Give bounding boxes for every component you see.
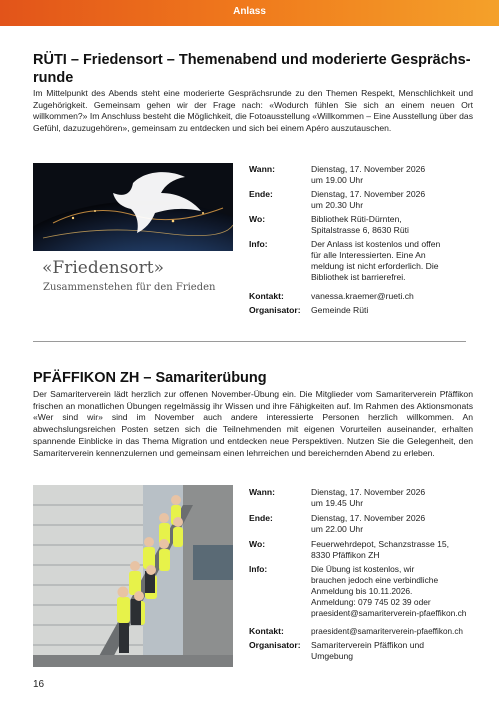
detail-label: Ende: [249,513,273,523]
detail-label: Organisator: [249,640,301,650]
category-label: Anlass [233,6,266,17]
event1-detail-info [249,239,479,291]
section-divider [33,341,466,342]
detail-value: Dienstag, 17. November 2026 um 22.00 Uhr [311,513,426,534]
event2-title: PFÄFFIKON ZH – Samariterübung [33,370,267,386]
event2-description: Der Samariterverein lädt herzlich zur offenen November-Übung ein. Die Mitglieder vom Samariterverein Pfäffikon frischen an monatlichen Übungen regelmässig ihr Wissen und ihre Fähigkeiten auf. Im Rahmen des Aktionsmonats «Wer sind wir» sind im November auch andere interessierte Personen herzlich willkommen. An abwechslungsreichen Posten setzen sich die Teilnehmenden mit eigenen Vorurteilen auseinander, erhalten spannende Einblicke in das Thema Migration und entdecken neue Perspektiven. Nutzen Sie die Gelegenheit, den Samariterverein kennenzulernen und gemeinsam einen lehrreichen und bereichernden Abend zu erleben. [33,389,473,458]
detail-value: Dienstag, 17. November 2026 um 19.00 Uhr [311,164,426,185]
detail-label: Wann: [249,164,275,174]
event1-detail-when [249,164,479,189]
detail-value: Gemeinde Rüti [311,305,369,315]
event2-detail-info [249,564,479,626]
event1-details [249,164,479,319]
detail-label: Ende: [249,189,273,199]
event1-title: RÜTI – Friedensort – Themenabend und moderierte Gesprächsrunde [33,52,471,86]
event1-detail-organizer [249,305,479,319]
detail-value: Dienstag, 17. November 2026 um 20.30 Uhr [311,189,426,210]
contact-email-link[interactable]: vanessa.kraemer@rueti.ch [311,291,414,301]
detail-label: Kontakt: [249,626,284,636]
detail-value: Der Anlass ist kostenlos und offen für alle Interessierten. Eine An meldung ist nicht erforderlich. Die Bibliothek ist barrierefrei. [311,239,441,282]
event1-detail-end [249,189,479,214]
page-number: 16 [33,679,45,690]
event2-detail-when [249,487,479,513]
detail-value: Samariterverein Pfäffikon und Umgebung [311,640,425,661]
contact-email-link[interactable]: praesident@samariterverein-pfaeffikon.ch [311,627,463,636]
detail-label: Wo: [249,539,266,549]
group-photo-on-stairs-icon [33,485,233,667]
event2-image [33,485,233,667]
detail-label: Kontakt: [249,291,284,301]
detail-label: Wann: [249,487,275,497]
event1-image-caption-title: «Friedensort» [42,258,165,278]
category-header-bar [0,0,499,26]
event1-detail-contact [249,291,479,305]
event2-details [249,487,479,664]
detail-label: Organisator: [249,305,301,315]
detail-label: Info: [249,239,268,249]
event1-detail-where [249,214,479,239]
detail-label: Wo: [249,214,266,224]
event2-detail-organizer [249,640,479,664]
event2-detail-contact [249,626,479,640]
event2-detail-end [249,513,479,539]
detail-value: Bibliothek Rüti-Dürnten, Spitalstrasse 6, 8630 Rüti [311,214,409,235]
event1-image-caption-subtitle: Zusammenstehen für den Frieden [43,282,216,293]
detail-value: Die Übung ist kostenlos, wir brauchen jedoch eine verbindliche Anmeldung bis 10.11.2026. Anmeldung: 079 745 02 39 oder praesident@samariterverein-pfaeffikon.ch [311,564,467,618]
event2-detail-where [249,539,479,564]
detail-label: Info: [249,564,268,574]
event1-description: Im Mittelpunkt des Abends steht eine moderierte Gesprächsrunde zu den Themen Respekt, Menschlichkeit und Zugehörigkeit. Gemeinsam gehen wir der Frage nach: «Wodurch fühlen Sie sich an einem neuen Ort willkommen?» Im Anschluss besteht die Möglichkeit, die Fotoausstellung «Willkommen – Eine Ausstellung über das Gefühl, dazuzugehören», gemeinsam zu entdecken und sich bei einem Apéro auszutauschen. [33,88,473,134]
detail-value: Dienstag, 17. November 2026 um 19.45 Uhr [311,487,426,508]
detail-value: Feuerwehrdepot, Schanzstrasse 15, 8330 Pfäffikon ZH [311,539,450,560]
